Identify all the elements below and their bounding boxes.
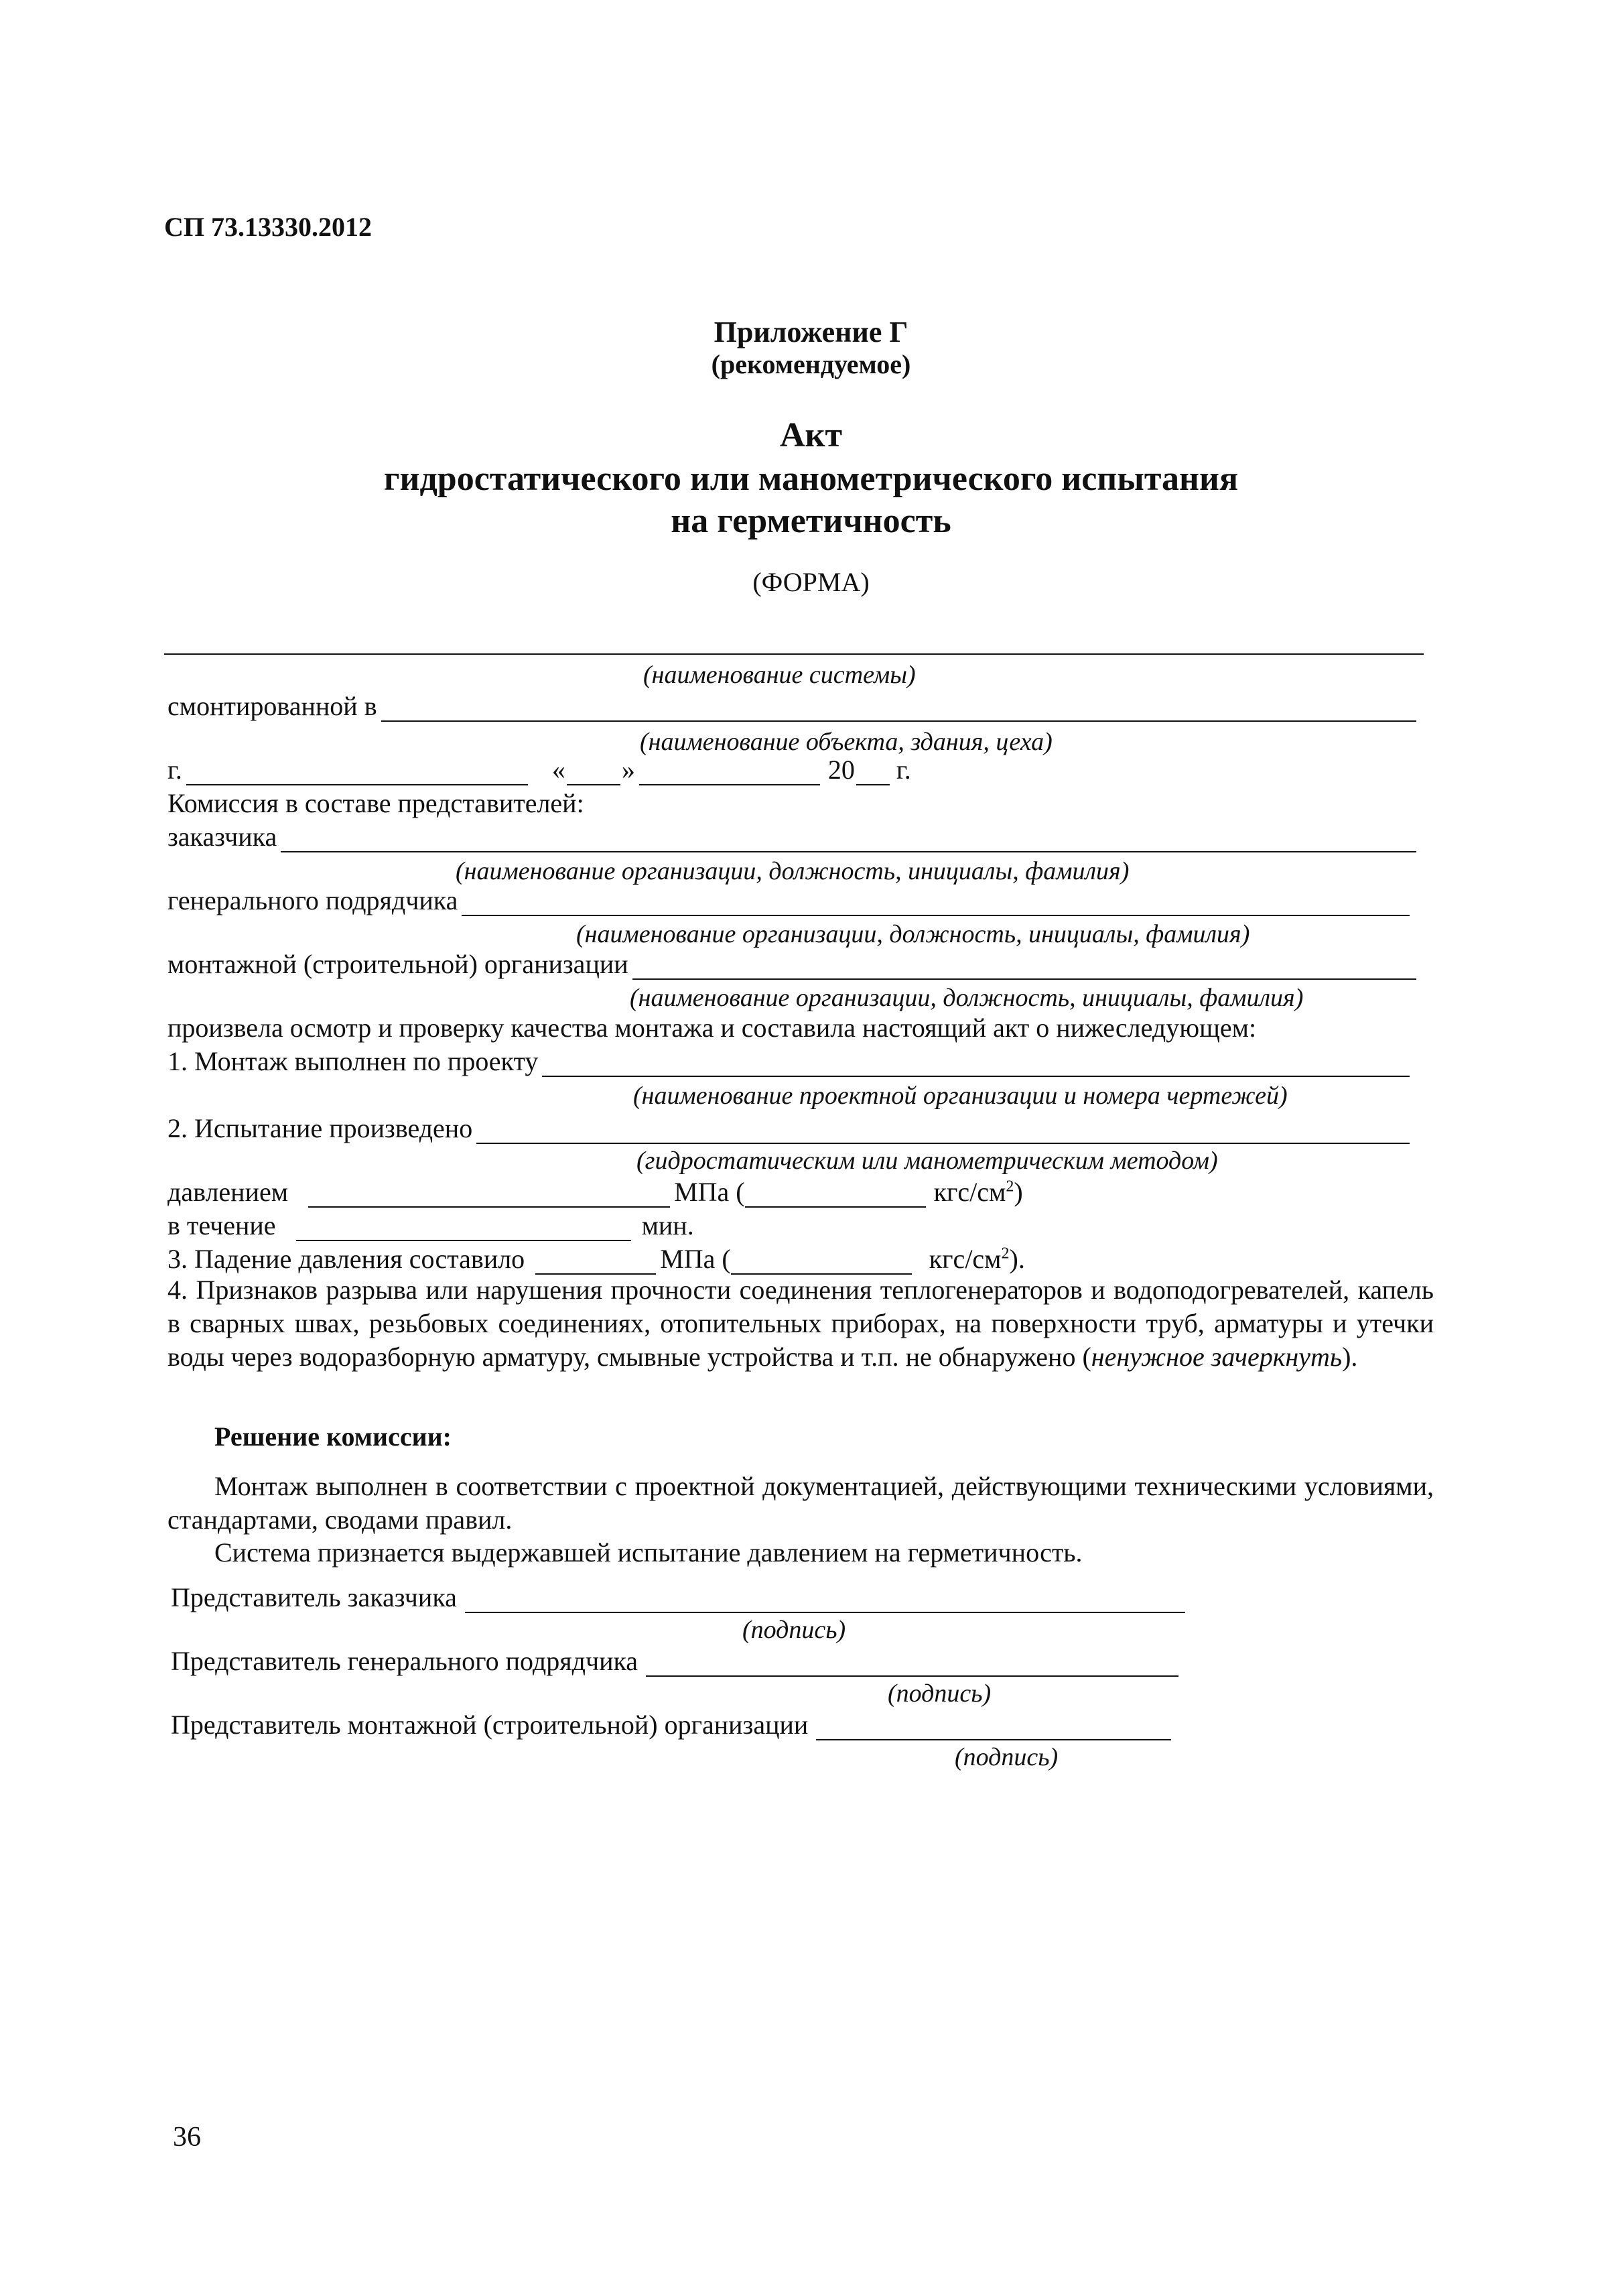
decision-heading: Решение комиссии: <box>214 1421 452 1452</box>
page-number: 36 <box>173 2122 201 2153</box>
duration-field[interactable] <box>296 1217 631 1241</box>
item2-row <box>167 1112 1414 1144</box>
installation-rep-label: Представитель монтажной (строительной) организации <box>171 1710 809 1740</box>
general-contractor-field[interactable] <box>462 892 1410 916</box>
customer-hint: (наименование организации, должность, инициалы, фамилия) <box>456 857 1130 885</box>
mounted-row <box>167 690 1420 722</box>
appendix-status: (рекомендуемое) <box>711 349 911 379</box>
month-field[interactable] <box>639 761 820 785</box>
system-name-hint: (наименование системы) <box>643 661 916 689</box>
general-contractor-hint: (наименование организации, должность, инициалы, фамилия) <box>576 920 1250 948</box>
year-field[interactable] <box>856 761 890 785</box>
installation-signature-hint: (подпись) <box>955 1743 1059 1771</box>
inspection-text: произвела осмотр и проверку качества монтажа и составила настоящий акт о нижеследующем: <box>167 1013 1257 1043</box>
city-prefix: г. <box>167 755 182 785</box>
customer-signature-hint: (подпись) <box>742 1616 846 1644</box>
project-hint: (наименование проектной организации и номера чертежей) <box>633 1082 1288 1110</box>
object-name-field[interactable] <box>381 698 1416 722</box>
drop-kgf-unit: кгс/$см^2$). <box>929 1244 1025 1274</box>
item2-label: 2. Испытание произведено <box>167 1113 473 1143</box>
method-field[interactable] <box>476 1120 1410 1144</box>
method-hint: (гидростатическим или манометрическим методом) <box>636 1147 1218 1175</box>
year-prefix: 20 <box>827 755 855 785</box>
act-subtitle-line1: гидростатического или манометрического испытания <box>383 460 1239 498</box>
pressure-drop-mpa-field[interactable] <box>535 1251 656 1275</box>
object-name-hint: (наименование объекта, здания, цеха) <box>640 728 1053 756</box>
document-code: СП 73.13330.2012 <box>164 212 372 242</box>
customer-signature-field[interactable] <box>465 1589 1185 1613</box>
customer-field[interactable] <box>281 828 1416 852</box>
city-date-row <box>167 754 911 785</box>
general-signature-hint: (подпись) <box>888 1679 992 1708</box>
pressure-row <box>167 1176 1023 1208</box>
general-contractor-row <box>167 885 1414 916</box>
year-suffix: г. <box>896 755 911 785</box>
general-signature-field[interactable] <box>646 1653 1178 1677</box>
item1-label: 1. Монтаж выполнен по проекту <box>167 1046 539 1076</box>
installation-org-field[interactable] <box>632 956 1416 980</box>
commission-row <box>167 787 584 819</box>
pressure-kgf-field[interactable] <box>745 1184 926 1208</box>
installation-org-label: монтажной (строительной) организации <box>167 949 628 979</box>
act-title: Акт <box>779 416 843 454</box>
mpa-unit: МПа ( <box>674 1177 745 1207</box>
pressure-label: давлением <box>167 1177 289 1207</box>
project-field[interactable] <box>542 1053 1410 1077</box>
pressure-mpa-field[interactable] <box>308 1184 670 1208</box>
duration-row <box>167 1210 694 1241</box>
customer-rep-label: Представитель заказчика <box>171 1582 457 1612</box>
installation-org-hint: (наименование организации, должность, инициалы, фамилия) <box>630 984 1304 1012</box>
item1-row <box>167 1045 1414 1077</box>
commission-label: Комиссия в составе представителей: <box>167 788 584 818</box>
item3-label: 3. Падение давления составило <box>167 1244 525 1274</box>
general-signature-row <box>171 1645 1182 1677</box>
city-field[interactable] <box>186 761 528 785</box>
installation-signature-row <box>171 1709 1175 1740</box>
general-contractor-label: генерального подрядчика <box>167 885 458 915</box>
installation-signature-field[interactable] <box>816 1716 1171 1740</box>
item3-row <box>167 1243 1025 1275</box>
min-unit: мин. <box>641 1210 694 1240</box>
form-label: (ФОРМА) <box>752 567 870 597</box>
customer-row <box>167 821 1420 852</box>
installation-org-row <box>167 948 1420 980</box>
act-subtitle-line2: на герметичность <box>671 502 951 540</box>
appendix-title: Приложение Г <box>714 316 908 348</box>
customer-signature-row <box>171 1582 1189 1613</box>
kgf-unit: кгс/$см^2$) <box>933 1177 1023 1207</box>
duration-label: в течение <box>167 1210 276 1240</box>
drop-mpa-unit: МПа ( <box>660 1244 731 1274</box>
day-field[interactable] <box>567 761 620 785</box>
pressure-drop-kgf-field[interactable] <box>731 1251 912 1275</box>
customer-label: заказчика <box>167 822 277 852</box>
system-name-field[interactable] <box>164 653 1424 655</box>
item4-paragraph: 4. Признаков разрыва или нарушения прочности соединения теплогенераторов и водоподогревателей, капель в сварных швах, резьбовых соединениях, отопительных приборах, на поверхности труб, арматуры и утечки воды через водоразборную арматуру, смывные устройства и т.п. не обнаружено (ненужное зачеркнуть). <box>167 1275 1434 1372</box>
general-rep-label: Представитель генерального подрядчика <box>171 1646 638 1676</box>
quote-open: « <box>551 755 565 785</box>
mounted-label: смонтированной в <box>167 691 377 721</box>
quote-close: » <box>621 755 635 785</box>
inspection-row <box>167 1012 1256 1043</box>
decision-paragraph2: Система признается выдержавшей испытание давлением на герметичность. <box>214 1537 1083 1568</box>
decision-paragraph1: Монтаж выполнен в соответствии с проектной документацией, действующими техническими условиями, стандартами, сводами правил. <box>167 1471 1434 1535</box>
